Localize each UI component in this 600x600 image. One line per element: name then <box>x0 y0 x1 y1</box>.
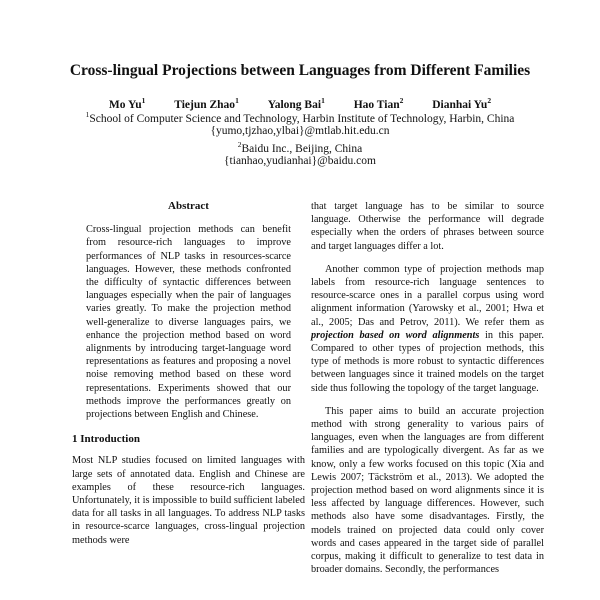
paragraph: that target language has to be similar to source language. Otherwise the performance will degrade especially when the orders of phrases between source and target languages differ a lot. <box>311 201 544 252</box>
affiliation-1: $^1$School of Computer Science and Technology, Harbin Institute of Technology, Harbin, China <box>85 110 515 125</box>
emphasis-term: projection based on word alignments <box>311 329 480 341</box>
paper-title: Cross-lingual Projections between Languages from Different Families <box>69 62 531 79</box>
author: Dianhai Yu$^2$ <box>432 96 492 111</box>
affiliation-1-email: {yumo,tjzhao,ylbai}@mtlab.hit.edu.cn <box>210 125 390 137</box>
paragraph: This paper aims to build an accurate projection method with strong generality to various pairs of languages, even when the languages are from different families and are typologically divergent. As far as we know, only a few works focused on this topic (Xia and Lewis 2007; Täckström et al., 2013). We adopted the projection method based on word alignments since it is less affected by language differences. However, such methods also have some disadvantages. Firstly, the models trained on projected data could only cover words and cases appeared in the target side of parallel corpus, making it difficult to generalize to test data in broader domains. Secondly, the performances <box>311 405 544 576</box>
author: Mo Yu$^1$ <box>108 96 146 111</box>
abstract-heading: Abstract <box>168 200 209 212</box>
affiliation-2-email: {tianhao,yudianhai}@baidu.com <box>224 155 376 167</box>
section-heading: 1 Introduction <box>72 433 140 446</box>
author: Yalong Bai$^1$ <box>267 96 325 111</box>
author: Hao Tian$^2$ <box>353 96 404 111</box>
author: Tiejun Zhao$^1$ <box>174 96 239 111</box>
abstract-text: Cross-lingual projection methods can benefit from resource-rich languages to improve performances of NLP tasks in resources-scarce languages. However, these methods confronted the difficulty of syntactic differences between languages especially when the pair of languages varies greatly. To make the projection method well-generalize to diverse languages pairs, we enhance the projection method based on word alignments by introducing target-language word representations as features and proposing a novel noise removing method based on these word representations. Experiments showed that our methods improve the performances greatly on projections between English and Chinese. <box>86 224 291 421</box>
author-list <box>0 96 600 111</box>
affiliation-2: $^2$Baidu Inc., Beijing, China <box>237 140 363 155</box>
paragraph: Another common type of projection methods map labels from resource-rich language sentences to resource-scarce ones in a parallel corpus using word alignment information (Yarowsky et al., 2001; Hwa et al., 2005; Das and Petrov, 2011). We refer them as projection based on word alignments in this paper. Compared to other types of projection methods, this type of methods is more robust to syntactic differences between languages since it trained models on the target side thus following the topology of the target language. <box>311 263 544 394</box>
right-column <box>311 200 544 586</box>
paragraph: Most NLP studies focused on limited languages with large sets of annotated data. English and Chinese are examples of these resource-rich languages. Unfortunately, it is impossible to build sufficient labeled data for all tasks in all languages. To address NLP tasks in resource-scarce languages, cross-lingual projection methods were <box>72 455 305 546</box>
left-column <box>72 200 305 557</box>
